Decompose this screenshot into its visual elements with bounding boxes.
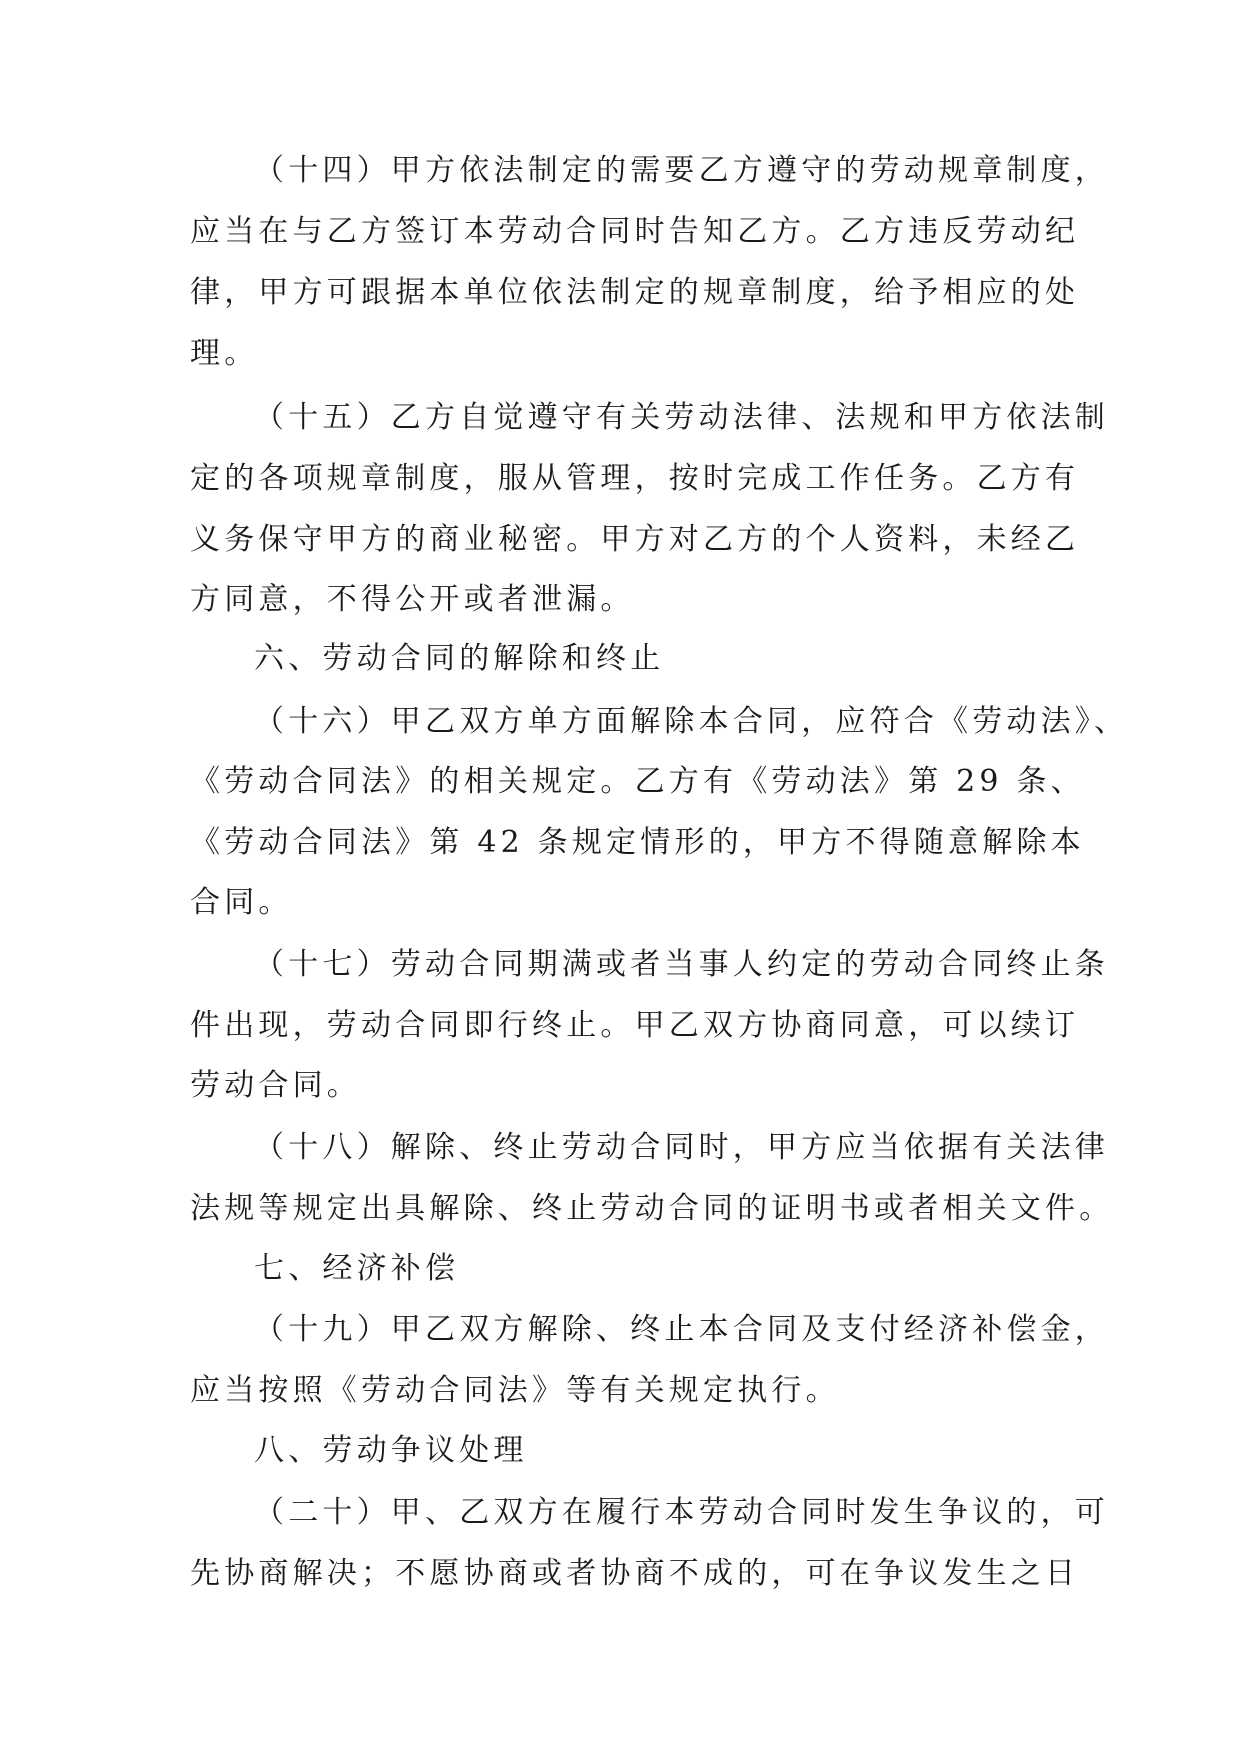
paragraph-15-line-2: 定的各项规章制度，服从管理，按时完成工作任务。乙方有 [190, 461, 1080, 496]
paragraph-15-line-1: （十五）乙方自觉遵守有关劳动法律、法规和甲方依法制 [254, 400, 1109, 435]
paragraph-19-line-1: （十九）甲乙双方解除、终止本合同及支付经济补偿金， [254, 1312, 1109, 1347]
paragraph-18-line-2: 法规等规定出具解除、终止劳动合同的证明书或者相关文件。 [190, 1191, 1114, 1226]
section-8-heading: 八、劳动争议处理 [254, 1433, 528, 1468]
section-6-heading: 六、劳动合同的解除和终止 [254, 641, 665, 676]
paragraph-19-line-2: 应当按照《劳动合同法》等有关规定执行。 [190, 1373, 840, 1408]
paragraph-17-line-1: （十七）劳动合同期满或者当事人约定的劳动合同终止条 [254, 947, 1109, 982]
paragraph-16-line-3: 《劳动合同法》第 42 条规定情形的，甲方不得随意解除本 [190, 825, 1085, 860]
paragraph-20-line-2: 先协商解决；不愿协商或者协商不成的，可在争议发生之日 [190, 1556, 1080, 1591]
paragraph-16-line-1: （十六）甲乙双方单方面解除本合同，应符合《劳动法》、 [254, 704, 1129, 739]
paragraph-14-line-3: 律，甲方可跟据本单位依法制定的规章制度，给予相应的处 [190, 275, 1080, 310]
paragraph-15-line-4: 方同意，不得公开或者泄漏。 [190, 582, 635, 617]
paragraph-14-line-2: 应当在与乙方签订本劳动合同时告知乙方。乙方违反劳动纪 [190, 214, 1080, 249]
paragraph-18-line-1: （十八）解除、终止劳动合同时，甲方应当依据有关法律 [254, 1130, 1109, 1165]
paragraph-14-line-4: 理。 [190, 336, 259, 371]
paragraph-17-line-2: 件出现，劳动合同即行终止。甲乙双方协商同意，可以续订 [190, 1008, 1080, 1043]
paragraph-16-line-2: 《劳动合同法》的相关规定。乙方有《劳动法》第 29 条、 [190, 764, 1085, 799]
paragraph-20-line-1: （二十）甲、乙双方在履行本劳动合同时发生争议的，可 [254, 1495, 1109, 1530]
paragraph-17-line-3: 劳动合同。 [190, 1068, 361, 1103]
section-7-heading: 七、经济补偿 [254, 1251, 460, 1286]
paragraph-16-line-4: 合同。 [190, 885, 293, 920]
paragraph-14-line-1: （十四）甲方依法制定的需要乙方遵守的劳动规章制度， [254, 153, 1109, 188]
paragraph-15-line-3: 义务保守甲方的商业秘密。甲方对乙方的个人资料，未经乙 [190, 522, 1080, 557]
